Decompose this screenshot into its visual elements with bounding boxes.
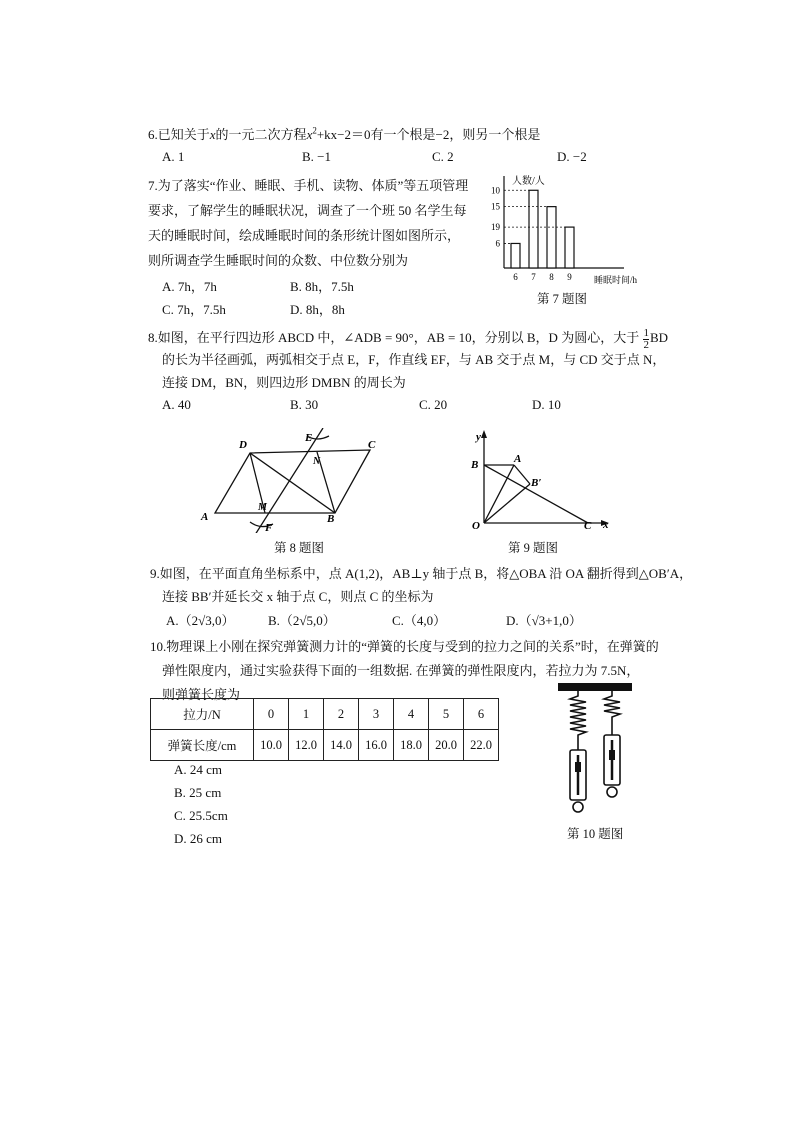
q10-line-3: 则弹簧长度为: [162, 687, 241, 702]
x-tick-label: 6: [513, 272, 518, 282]
q7-caption: 第 7 题图: [537, 292, 588, 306]
q8-fraction: $\frac{1}{2}$: [643, 326, 649, 351]
q8-label-b: B: [327, 513, 335, 525]
table-cell: 2: [324, 699, 359, 730]
bar-6: [511, 243, 520, 268]
q9-option-a[interactable]: A.（2√3,0）: [166, 613, 235, 628]
q10-option-d[interactable]: D. 26 cm: [174, 831, 223, 846]
q9-label-b-prime: B′: [531, 477, 542, 489]
q9-caption: 第 9 题图: [508, 541, 559, 555]
q10-caption: 第 10 题图: [567, 827, 624, 841]
x-axis-label: 睡眠时间/h: [594, 275, 638, 285]
table-cell: 5: [429, 699, 464, 730]
q8-option-a[interactable]: A. 40: [162, 397, 191, 412]
q9-label-x: x: [603, 519, 609, 531]
q10-line-2: 弹性限度内，通过实验获得下面的一组数据. 在弹簧的弹性限度内，若拉力为 7.5N，: [162, 663, 640, 678]
q7-line-1: 7.为了落实“作业、睡眠、手机、读物、体质”等五项管理: [148, 178, 469, 193]
y-tick-label: 15: [491, 201, 500, 212]
q8-option-c[interactable]: C. 20: [419, 397, 448, 412]
q7-option-b[interactable]: B. 8h，7.5h: [290, 279, 354, 294]
q9-option-b[interactable]: B.（2√5,0）: [268, 613, 336, 628]
q8-label-m: M: [258, 502, 267, 513]
q9-line-2: 连接 BB′并延长交 x 轴于点 C，则点 C 的坐标为: [162, 589, 434, 604]
table-cell: 20.0: [429, 730, 464, 761]
q8-caption: 第 8 题图: [274, 541, 325, 555]
table-cell: 12.0: [289, 730, 324, 761]
table-cell: 4: [394, 699, 429, 730]
q6-option-b[interactable]: B. −1: [302, 149, 332, 164]
table-cell: 1: [289, 699, 324, 730]
q9-label-y: y: [476, 431, 481, 443]
q7-option-d[interactable]: D. 8h，8h: [290, 302, 345, 317]
y-axis-label: 人数/人: [512, 176, 545, 187]
table-cell: 3: [359, 699, 394, 730]
q8-label-a: A: [201, 511, 209, 523]
q7-line-3: 天的睡眠时间，绘成睡眠时间的条形统计图如图所示，: [148, 228, 461, 243]
q7-option-c[interactable]: C. 7h，7.5h: [162, 302, 226, 317]
q7-option-a[interactable]: A. 7h，7h: [162, 279, 217, 294]
q10-data-table: [150, 698, 499, 761]
q10-option-c[interactable]: C. 25.5cm: [174, 808, 228, 823]
q8-label-f: F: [265, 522, 273, 533]
q10-line-1: 10.物理课上小刚在探究弹簧测力计的“弹簧的长度与受到的拉力之间的关系”时，在弹簧的: [150, 639, 659, 654]
q9-label-b: B: [471, 459, 479, 471]
table-header-length: 弹簧长度/cm: [151, 730, 254, 761]
table-cell: 22.0: [464, 730, 499, 761]
table-row: [151, 699, 499, 730]
q9-label-o: O: [472, 520, 480, 532]
q8-label-c: C: [368, 439, 376, 451]
q7-line-4: 则所调查学生睡眠时间的众数、中位数分别为: [148, 253, 409, 268]
q9-option-c[interactable]: C.（4,0）: [392, 613, 447, 628]
table-cell: 14.0: [324, 730, 359, 761]
table-cell: 16.0: [359, 730, 394, 761]
q6-option-c[interactable]: C. 2: [432, 149, 454, 164]
q10-option-a[interactable]: A. 24 cm: [174, 762, 223, 777]
q8-label-n: N: [313, 456, 321, 467]
table-cell: 10.0: [254, 730, 289, 761]
bar-8: [547, 207, 556, 268]
x-tick-label: 8: [549, 272, 554, 282]
table-row: [151, 730, 499, 761]
q7-bar-chart: [478, 170, 653, 288]
q8-line-3: 连接 DM，BN，则四边形 DMBN 的周长为: [162, 375, 406, 390]
q9-label-c: C: [584, 520, 592, 532]
q8-line-1: 8.如图，在平行四边形 ABCD 中，∠ADB = 90°，AB = 10，分别以 B，D 为圆心，大于 $\frac{1}{2}$ BD: [148, 326, 669, 351]
x-tick-label: 7: [531, 272, 536, 282]
q9-line-1: 9.如图，在平面直角坐标系中，点 A(1,2)，AB⊥y 轴于点 B，将△OBA 沿 OA 翻折得到△OB′A，: [150, 566, 693, 581]
x-tick-label: 9: [567, 272, 572, 282]
q10-spring-figure: [556, 680, 636, 820]
q8-line-2: 的长为半径画弧，两弧相交于点 E，F，作直线 EF，与 AB 交于点 M，与 CD 交于点 N，: [162, 352, 666, 367]
q8-label-e: E: [305, 432, 313, 444]
q9-label-a: A: [514, 453, 522, 465]
q6-option-d[interactable]: D. −2: [557, 149, 587, 164]
q8-label-d: D: [239, 439, 247, 451]
bar-7: [529, 190, 538, 268]
q8-figure: [195, 428, 390, 533]
bar-9: [565, 227, 574, 268]
q7-line-2: 要求，了解学生的睡眠状况，调查了一个班 50 名学生每: [148, 203, 467, 218]
table-cell: 6: [464, 699, 499, 730]
q9-option-d[interactable]: D.（√3+1,0）: [506, 613, 582, 628]
y-tick-label: 19: [491, 222, 500, 233]
y-tick-label: 6: [495, 238, 500, 249]
q10-option-b[interactable]: B. 25 cm: [174, 785, 222, 800]
y-tick-label: 10: [491, 185, 500, 196]
table-cell: 18.0: [394, 730, 429, 761]
q9-figure: [466, 428, 616, 533]
table-header-force: 拉力/N: [151, 699, 254, 730]
q8-option-d[interactable]: D. 10: [532, 397, 561, 412]
q6-option-a[interactable]: A. 1: [162, 149, 185, 164]
q6-stem: 6.已知关于x的一元二次方程$x^2+kx-2=0$有一个根是−2，则另一个根是: [148, 125, 541, 142]
table-cell: 0: [254, 699, 289, 730]
q8-option-b[interactable]: B. 30: [290, 397, 319, 412]
